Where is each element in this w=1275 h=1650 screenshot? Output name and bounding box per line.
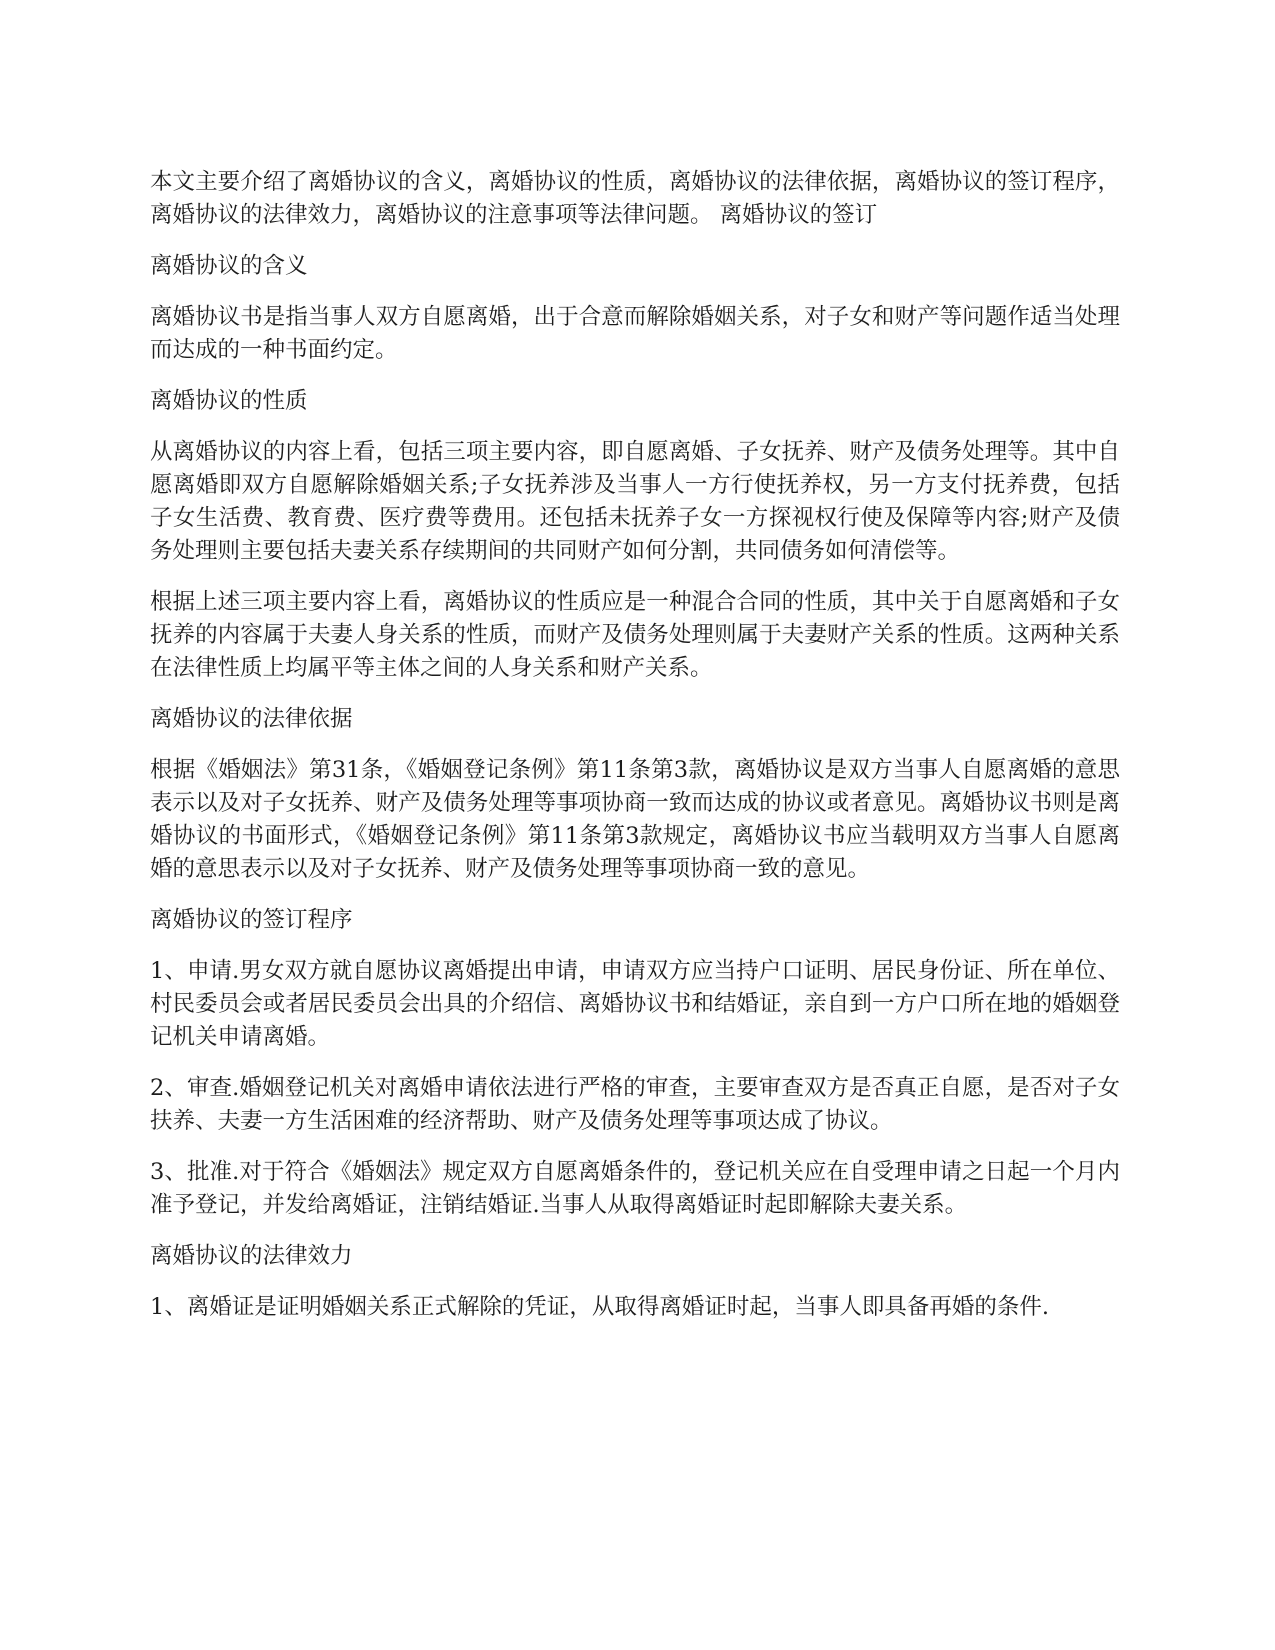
paragraph-legal-basis: 根据《婚姻法》第31条，《婚姻登记条例》第11条第3款，离婚协议是双方当事人自愿离婚的意思表示以及对子女抚养、财产及债务处理等事项协商一致而达成的协议或者意见。离婚协议书则是离婚协议的书面形式，《婚姻登记条例》第11条第3款规定，离婚协议书应当载明双方当事人自愿离婚的意思表示以及对子女抚养、财产及债务处理等事项协商一致的意见。 <box>150 757 1120 882</box>
paragraph-procedure-apply: 1、申请.男女双方就自愿协议离婚提出申请，申请双方应当持户口证明、居民身份证、所在单位、村民委员会或者居民委员会出具的介绍信、离婚协议书和结婚证，亲自到一方户口所在地的婚姻登记机关申请离婚。 <box>150 958 1120 1050</box>
paragraph-procedure-approve: 3、批准.对于符合《婚姻法》规定双方自愿离婚条件的，登记机关应在自受理申请之日起一个月内准予登记，并发给离婚证，注销结婚证.当事人从取得离婚证时起即解除夫妻关系。 <box>150 1159 1120 1218</box>
heading-nature: 离婚协议的性质 <box>150 388 308 414</box>
heading-procedure: 离婚协议的签订程序 <box>150 907 353 933</box>
heading-legal-effect: 离婚协议的法律效力 <box>150 1243 353 1269</box>
intro-paragraph: 本文主要介绍了离婚协议的含义，离婚协议的性质，离婚协议的法律依据，离婚协议的签订程序，离婚协议的法律效力，离婚协议的注意事项等法律问题。 离婚协议的签订 <box>150 169 1120 228</box>
heading-meaning: 离婚协议的含义 <box>150 253 308 279</box>
paragraph-meaning: 离婚协议书是指当事人双方自愿离婚，出于合意而解除婚姻关系，对子女和财产等问题作适当处理而达成的一种书面约定。 <box>150 304 1120 363</box>
paragraph-legal-effect: 1、离婚证是证明婚姻关系正式解除的凭证，从取得离婚证时起，当事人即具备再婚的条件. <box>150 1294 1049 1320</box>
paragraph-nature-analysis: 根据上述三项主要内容上看，离婚协议的性质应是一种混合合同的性质，其中关于自愿离婚和子女抚养的内容属于夫妻人身关系的性质，而财产及债务处理则属于夫妻财产关系的性质。这两种关系在法律性质上均属平等主体之间的人身关系和财产关系。 <box>150 589 1120 681</box>
paragraph-procedure-review: 2、审查.婚姻登记机关对离婚申请依法进行严格的审查，主要审查双方是否真正自愿，是否对子女扶养、夫妻一方生活困难的经济帮助、财产及债务处理等事项达成了协议。 <box>150 1075 1120 1134</box>
paragraph-nature-content: 从离婚协议的内容上看，包括三项主要内容，即自愿离婚、子女抚养、财产及债务处理等。其中自愿离婚即双方自愿解除婚姻关系;子女抚养涉及当事人一方行使抚养权，另一方支付抚养费，包括子女生活费、教育费、医疗费等费用。还包括未抚养子女一方探视权行使及保障等内容;财产及债务处理则主要包括夫妻关系存续期间的共同财产如何分割，共同债务如何清偿等。 <box>150 439 1120 564</box>
heading-legal-basis: 离婚协议的法律依据 <box>150 706 353 732</box>
document-page <box>150 166 1120 1342</box>
